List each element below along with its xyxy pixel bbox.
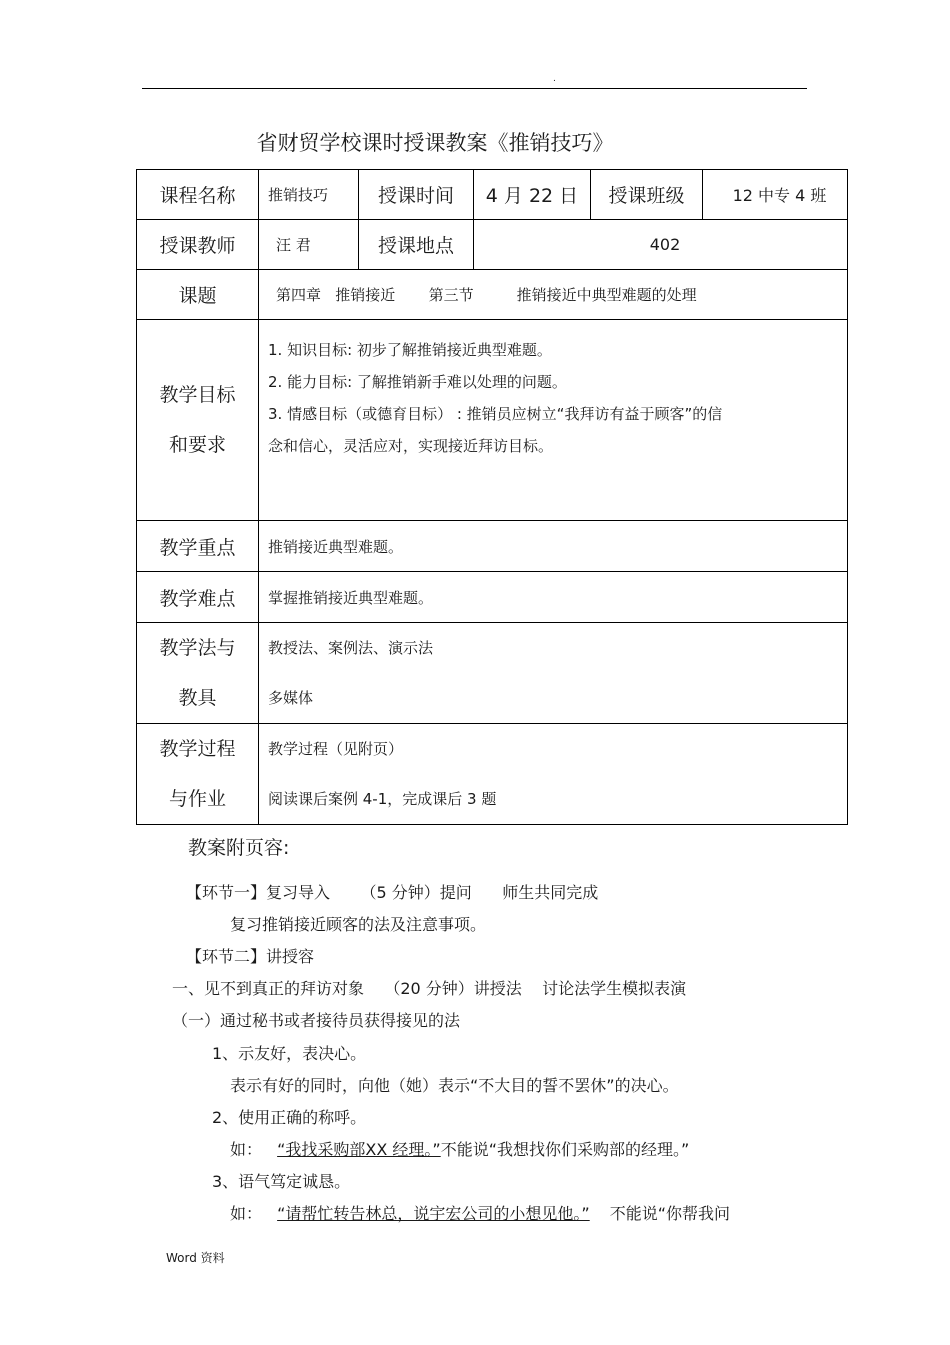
row-teacher — [137, 220, 848, 270]
teacher-value: 汪 君 — [259, 220, 359, 270]
example-prefix: 如： — [230, 1140, 263, 1159]
document-title — [0, 128, 870, 158]
appendix-line: 1、示友好，表决心。 — [212, 1044, 367, 1063]
goals-label-line-1: 教学目标 — [159, 384, 236, 406]
class-label: 授课班级 — [591, 170, 703, 220]
process-label-line-1: 教学过程 — [159, 738, 236, 760]
class-value: 12 中专 4 班 — [703, 170, 848, 220]
time-value: 4 月 22 日 — [474, 170, 591, 220]
header-rule — [142, 88, 807, 89]
appendix-heading: 教案附页容: — [188, 837, 290, 859]
header-dot: . — [553, 74, 556, 84]
method-value-line-2: 多媒体 — [268, 689, 314, 707]
goal-item: 1. 知识目标: 初步了解推销接近典型难题。 — [268, 341, 552, 359]
time-label: 授课时间 — [359, 170, 474, 220]
process-label-line-2: 与作业 — [168, 788, 226, 810]
row-topic — [137, 270, 848, 320]
row-focus — [137, 521, 848, 572]
appendix-line: 表示有好的同时，向他（她）表示“不大目的誓不罢休”的决心。 — [230, 1076, 679, 1095]
appendix-line: 2、使用正确的称呼。 — [212, 1108, 367, 1127]
topic-label: 课题 — [137, 270, 259, 320]
method-value-line-1: 教授法、案例法、演示法 — [268, 639, 434, 657]
document-title-text: 省财贸学校课时授课教案《推销技巧》 — [256, 131, 614, 155]
appendix-line: 【环节二】讲授容 — [186, 947, 315, 966]
method-label-line-1: 教学法与 — [159, 637, 236, 659]
goals-label-line-2: 和要求 — [168, 434, 226, 456]
teacher-label: 授课教师 — [137, 220, 259, 270]
focus-value: 推销接近典型难题。 — [259, 521, 848, 572]
goal-item: 2. 能力目标: 了解推销新手难以处理的问题。 — [268, 373, 567, 391]
incorrect-example: 不能说“你帮我问 — [609, 1204, 730, 1223]
process-value-line-1: 教学过程（见附页） — [268, 740, 404, 758]
goals-value — [259, 320, 848, 521]
process-label — [137, 724, 259, 825]
course-value: 推销技巧 — [259, 170, 359, 220]
row-process — [137, 724, 848, 825]
appendix-line: 3、语气笃定诚恳。 — [212, 1172, 351, 1191]
page-footer: Word 资料 — [166, 1251, 225, 1265]
method-label-line-2: 教具 — [178, 687, 217, 709]
row-course — [137, 170, 848, 220]
course-label: 课程名称 — [137, 170, 259, 220]
difficulty-value: 掌握推销接近典型难题。 — [259, 572, 848, 623]
incorrect-example: 不能说“我想找你们采购部的经理。” — [440, 1140, 690, 1159]
difficulty-label: 教学难点 — [137, 572, 259, 623]
place-label: 授课地点 — [359, 220, 474, 270]
process-value-line-2: 阅读课后案例 4-1，完成课后 3 题 — [268, 790, 497, 808]
row-goals — [137, 320, 848, 521]
lesson-plan-table — [136, 169, 848, 825]
appendix-line: 【环节一】复习导入 （5 分钟）提问 师生共同完成 — [186, 883, 599, 902]
method-label — [137, 623, 259, 724]
appendix-line: （一）通过秘书或者接待员获得接见的法 — [172, 1011, 461, 1030]
goal-item: 念和信心，灵活应对，实现接近拜访目标。 — [268, 437, 554, 455]
row-method — [137, 623, 848, 724]
place-value: 402 — [474, 220, 848, 270]
appendix-line: 一、见不到真正的拜访对象 （20 分钟）讲授法 讨论法学生模拟表演 — [172, 979, 687, 998]
method-value — [259, 623, 848, 724]
goals-label — [137, 320, 259, 521]
focus-label: 教学重点 — [137, 521, 259, 572]
appendix-line — [230, 1203, 730, 1225]
row-difficulty — [137, 572, 848, 623]
goal-item: 3. 情感目标（或德育目标） : 推销员应树立“我拜访有益于顾客”的信 — [268, 405, 723, 423]
appendix-line: 复习推销接近顾客的法及注意事项。 — [230, 915, 487, 934]
process-value — [259, 724, 848, 825]
topic-value: 第四章 推销接近 第三节 推销接近中典型难题的处理 — [259, 270, 848, 320]
appendix-line — [230, 1139, 689, 1161]
correct-example: “我找采购部XX 经理。” — [277, 1140, 441, 1159]
example-prefix: 如： — [230, 1204, 263, 1223]
correct-example: “请帮忙转告林总，说宇宏公司的小想见他。” — [277, 1204, 590, 1223]
